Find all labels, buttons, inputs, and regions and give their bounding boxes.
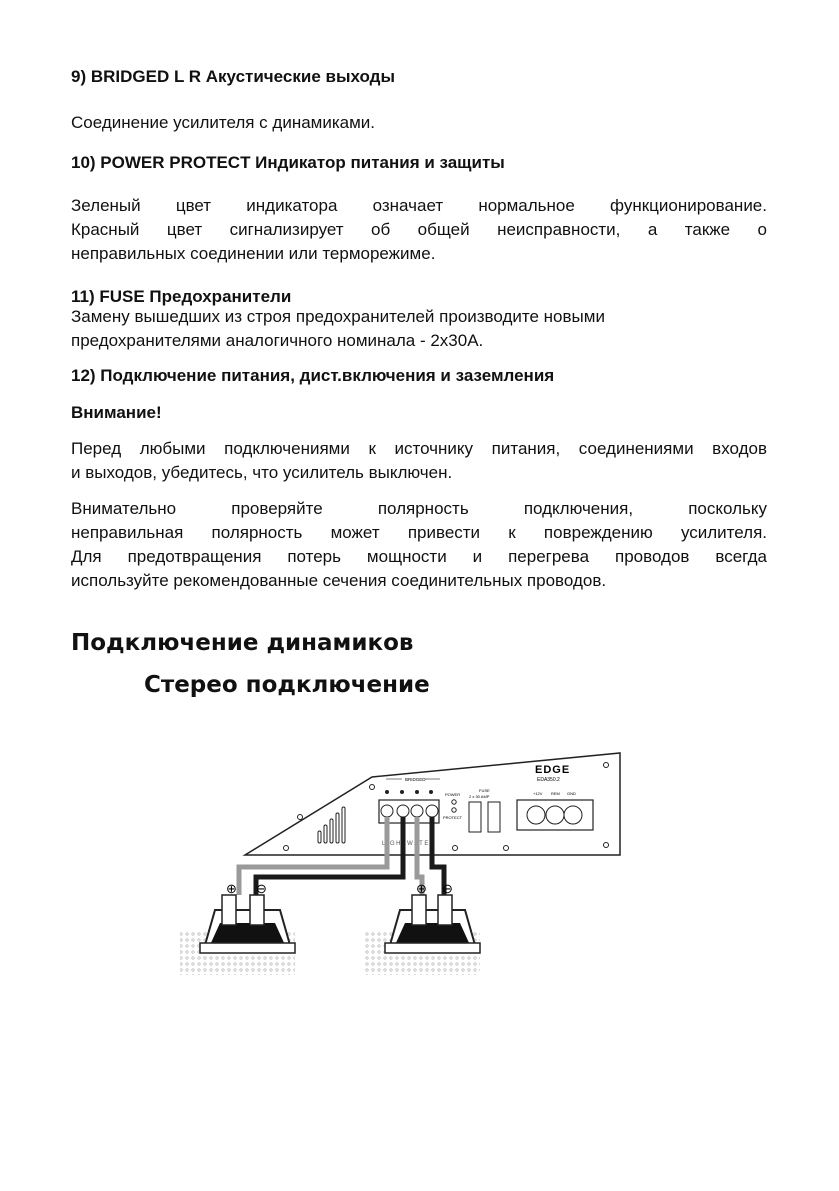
terminal-screw-icon [397,805,409,817]
warning-label: Внимание! [71,403,162,422]
power-terminal-label: +12V [533,791,543,796]
text-line: Внимательно проверяйте полярность подключения, поскольку [71,499,767,518]
terminal-marker-icon [415,790,419,794]
fuse-rating: 2 x 30 AMP [469,794,490,799]
section-12-heading: 12) Подключение питания, дист.включения и заземления [71,366,555,385]
minus-icon: ⊖ [256,881,267,896]
section-10-text [71,194,767,266]
model-label: EDA350.2 [537,777,560,783]
amplifier-footer-label: LIGHTWATER [382,841,436,847]
speaker-right [365,881,480,975]
speakers-section-title: Подключение динамиков [71,630,414,656]
text-line: Зеленый цвет индикатора означает нормальное функционирование. [71,196,767,215]
section-11-text [71,305,767,353]
terminal-screw-icon [426,805,438,817]
text-line: неправильная полярность может привести к повреждению усилителя. [71,523,767,542]
text-line: используйте рекомендованные сечения соединительных проводов. [71,571,607,590]
terminal-marker-icon [429,790,433,794]
bridged-label: BRIDGED [405,777,426,782]
text-line: Для предотвращения потерь мощности и перегрева проводов всегда [71,547,767,566]
speaker-terminal [222,895,236,925]
power-terminal-label: REM [551,791,560,796]
fuse-label: FUSE [479,788,490,793]
speaker-terminal [250,895,264,925]
terminal-screw-icon [411,805,423,817]
text-line: Перед любыми подключениями к источнику питания, соединениями входов [71,439,767,458]
speaker-terminal [412,895,426,925]
terminal-screw-icon [564,806,582,824]
section-10-heading: 10) POWER PROTECT Индикатор питания и защиты [71,153,505,172]
terminal-screw-icon [546,806,564,824]
terminal-marker-icon [385,790,389,794]
minus-icon: ⊖ [442,881,453,896]
power-terminal-label: GND [567,791,576,796]
section-12-paragraph-1 [71,437,767,485]
section-12-paragraph-2 [71,497,767,593]
text-line: предохранителями аналогичного номинала - 2х30А. [71,331,484,350]
text-line: неправильных соединении или терморежиме. [71,244,436,263]
brand-logo: EDGE [535,764,571,776]
terminal-screw-icon [381,805,393,817]
plus-icon: ⊕ [226,881,237,896]
text-line: и выходов, убедитесь, что усилитель выключен. [71,463,453,482]
terminal-marker-icon [400,790,404,794]
section-9-text: Соединение усилителя с динамиками. [71,113,376,132]
terminal-screw-icon [527,806,545,824]
text-line: Красный цвет сигнализирует об общей неисправности, а также о [71,220,767,239]
protect-label: PROTECT [443,815,463,820]
section-11-heading: 11) FUSE Предохранители [71,287,292,306]
screw-icon [298,815,303,820]
stereo-subtitle: Стерео подключение [144,672,430,698]
fuse-1 [469,802,481,832]
fuse-2 [488,802,500,832]
section-9-heading: 9) BRIDGED L R Акустические выходы [71,67,395,86]
plus-icon: ⊕ [416,881,427,896]
speaker-terminal [438,895,452,925]
power-label: POWER [445,792,461,797]
stereo-wiring-diagram [160,745,630,980]
text-line: Замену вышедших из строя предохранителей производите новыми [71,307,605,326]
speaker-left [180,881,295,975]
